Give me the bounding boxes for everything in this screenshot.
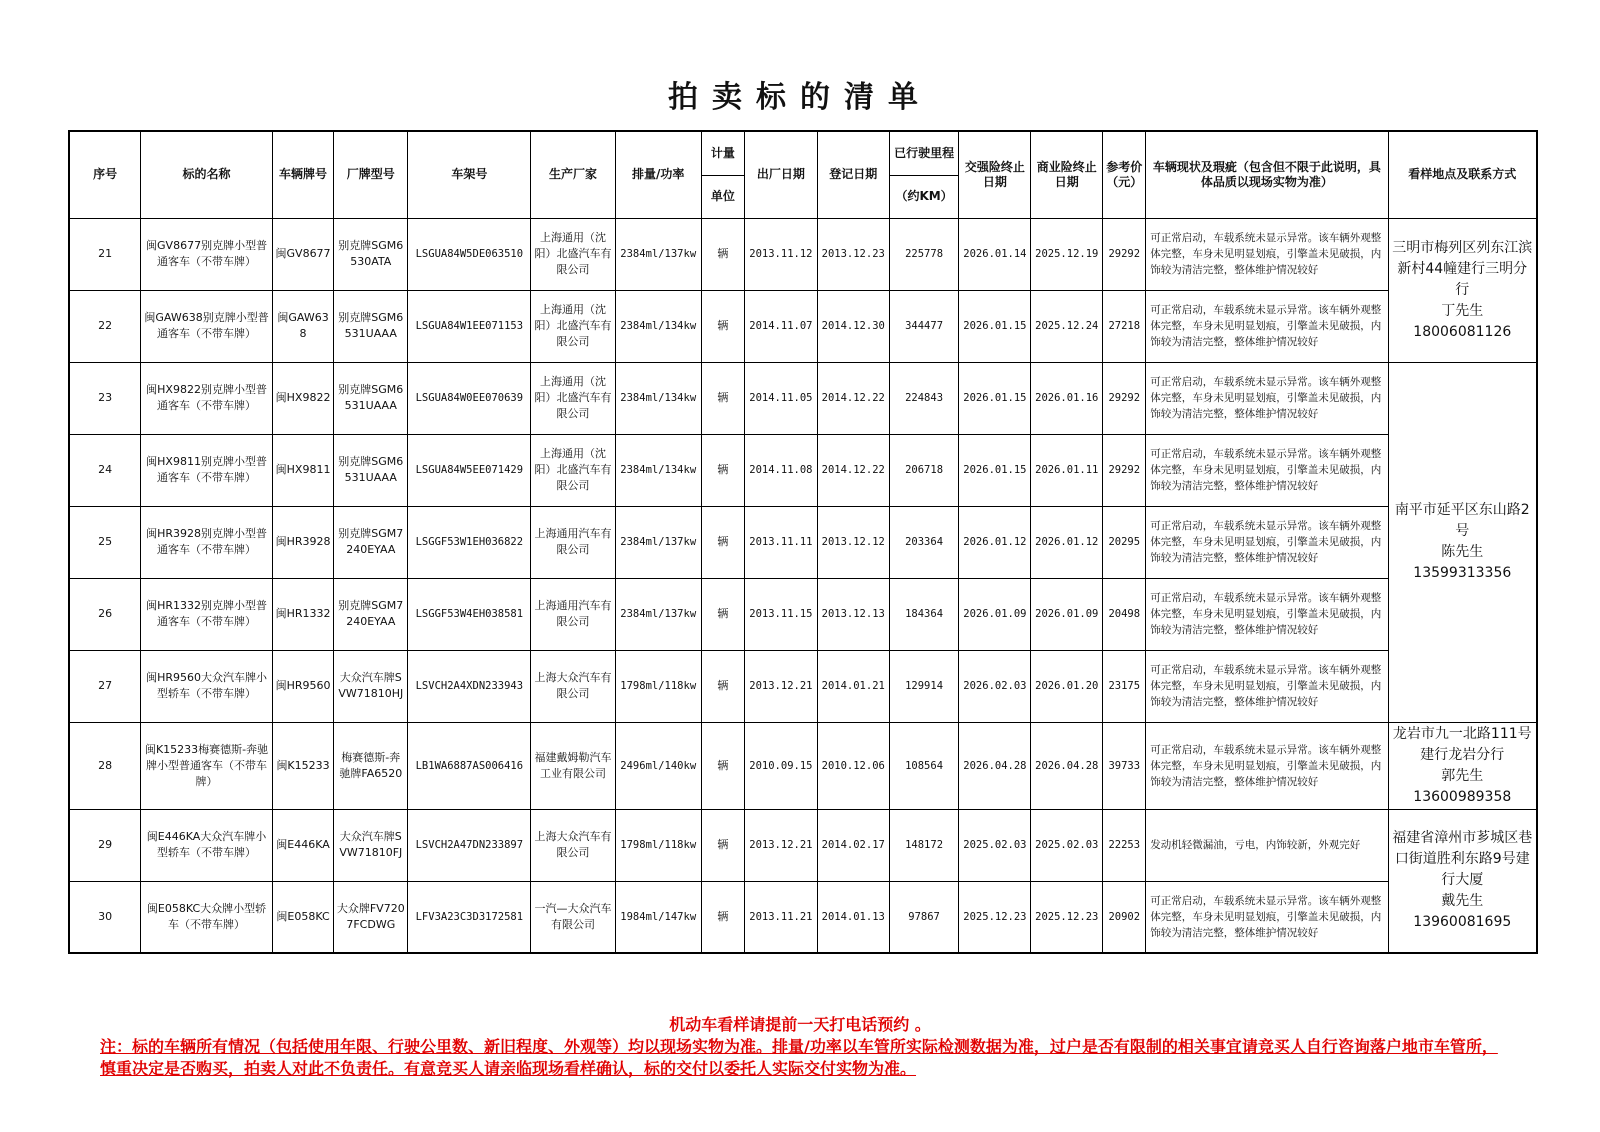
location-address: 福建省漳州市芗城区巷口街道胜利东路9号建行大厦 [1392,830,1533,889]
cell-power: 2384ml/137kw [615,218,701,290]
cell-no: 24 [69,434,141,506]
cell-reg-date: 2014.01.13 [817,881,889,953]
cell-power: 2384ml/134kw [615,434,701,506]
header-vin: 车架号 [408,131,531,218]
header-unit-bottom: 单位 [701,175,744,218]
cell-no: 25 [69,506,141,578]
cell-vin: LSVCH2A47DN233897 [408,809,531,881]
cell-maker: 上海通用汽车有限公司 [531,578,615,650]
cell-price: 29292 [1103,434,1146,506]
cell-power: 1984ml/147kw [615,881,701,953]
cell-unit: 辆 [701,650,744,722]
location-address: 南平市延平区东山路2号 [1394,502,1530,539]
cell-maker: 上海通用（沈阳）北盛汽车有限公司 [531,218,615,290]
header-plate: 车辆牌号 [272,131,334,218]
header-mileage-top: 已行驶里程 [889,131,959,175]
cell-name: 闽K15233梅赛德斯-奔驰牌小型普通客车（不带车牌） [141,722,272,809]
cell-vin: LSGGF53W4EH038581 [408,578,531,650]
table-row [69,362,1537,434]
location-contact: 郭先生 [1441,767,1484,784]
cell-compulsory-ins: 2026.02.03 [959,650,1031,722]
cell-model: 大众汽车牌SVW71810HJ [334,650,408,722]
cell-unit: 辆 [701,506,744,578]
cell-no: 22 [69,290,141,362]
cell-name: 闽GV8677别克牌小型普通客车（不带车牌） [141,218,272,290]
appointment-note: 机动车看样请提前一天打电话预约 。 [669,1015,931,1034]
location-phone: 18006081126 [1413,323,1512,340]
cell-commercial-ins: 2026.04.28 [1031,722,1103,809]
cell-unit: 辆 [701,434,744,506]
cell-reg-date: 2013.12.13 [817,578,889,650]
cell-no: 21 [69,218,141,290]
table-row [69,506,1537,578]
cell-commercial-ins: 2026.01.09 [1031,578,1103,650]
cell-reg-date: 2010.12.06 [817,722,889,809]
cell-mileage: 224843 [889,362,959,434]
cell-reg-date: 2014.02.17 [817,809,889,881]
cell-vin: LSGUA84W1EE071153 [408,290,531,362]
cell-condition: 可正常启动，车载系统未显示异常。该车辆外观整体完整，车身未见明显划痕，引擎盖未见破损，内饰较为清洁完整，整体维护情况较好 [1146,362,1388,434]
notes [100,1014,1500,1080]
cell-mfg-date: 2014.11.07 [744,290,817,362]
cell-name: 闽GAW638别克牌小型普通客车（不带车牌） [141,290,272,362]
cell-unit: 辆 [701,881,744,953]
cell-vin: LB1WA6887AS006416 [408,722,531,809]
cell-vin: LFV3A23C3D3172581 [408,881,531,953]
cell-no: 26 [69,578,141,650]
cell-power: 2384ml/137kw [615,506,701,578]
cell-plate: 闽E058KC [272,881,334,953]
cell-name: 闽HR3928别克牌小型普通客车（不带车牌） [141,506,272,578]
table-row [69,881,1537,953]
cell-location [1388,722,1537,809]
cell-mileage: 184364 [889,578,959,650]
cell-mfg-date: 2013.12.21 [744,809,817,881]
location-contact: 戴先生 [1441,893,1484,910]
cell-condition: 可正常启动，车载系统未显示异常。该车辆外观整体完整，车身未见明显划痕，引擎盖未见破损，内饰较为清洁完整，整体维护情况较好 [1146,506,1388,578]
cell-price: 20902 [1103,881,1146,953]
table-row [69,578,1537,650]
table-row [69,809,1537,881]
cell-mfg-date: 2014.11.08 [744,434,817,506]
cell-price: 20498 [1103,578,1146,650]
cell-reg-date: 2014.12.22 [817,434,889,506]
cell-condition: 可正常启动，车载系统未显示异常。该车辆外观整体完整，车身未见明显划痕，引擎盖未见破损，内饰较为清洁完整，整体维护情况较好 [1146,881,1388,953]
cell-model: 别克牌SGM7240EYAA [334,578,408,650]
cell-price: 22253 [1103,809,1146,881]
cell-vin: LSVCH2A4XDN233943 [408,650,531,722]
cell-location [1388,218,1537,362]
location-contact: 丁先生 [1441,302,1484,319]
header-mileage-bottom: （约KM） [889,175,959,218]
header-maker: 生产厂家 [531,131,615,218]
cell-commercial-ins: 2025.02.03 [1031,809,1103,881]
cell-commercial-ins: 2025.12.23 [1031,881,1103,953]
cell-name: 闽E446KA大众汽车牌小型轿车（不带车牌） [141,809,272,881]
cell-model: 别克牌SGM6530ATA [334,218,408,290]
cell-mfg-date: 2013.12.21 [744,650,817,722]
cell-no: 23 [69,362,141,434]
cell-compulsory-ins: 2026.04.28 [959,722,1031,809]
cell-vin: LSGUA84W5EE071429 [408,434,531,506]
header-condition: 车辆现状及瑕疵（包含但不限于此说明，具体品质以现场实物为准） [1146,131,1388,218]
cell-compulsory-ins: 2026.01.09 [959,578,1031,650]
cell-plate: 闽HR3928 [272,506,334,578]
cell-vin: LSGGF53W1EH036822 [408,506,531,578]
disclaimer-note: 注：标的车辆所有情况（包括使用年限、行驶公里数、新旧程度、外观等）均以现场实物为准。排量/功率以车管所实际检测数据为准，过户是否有限制的相关事宜请竞买人自行咨询落户地市车管所，慎重决定是否购买，拍卖人对此不负责任。有意竞买人请亲临现场看样确认，标的交付以委托人实际交付实物为准。 [100,1037,1498,1078]
cell-commercial-ins: 2026.01.11 [1031,434,1103,506]
cell-commercial-ins: 2026.01.20 [1031,650,1103,722]
cell-mfg-date: 2013.11.11 [744,506,817,578]
cell-mileage: 344477 [889,290,959,362]
cell-model: 梅赛德斯-奔驰牌FA6520 [334,722,408,809]
cell-power: 1798ml/118kw [615,809,701,881]
table-row [69,290,1537,362]
cell-power: 2384ml/134kw [615,362,701,434]
table-row [69,434,1537,506]
cell-condition: 发动机轻微漏油，亏电，内饰较新，外观完好 [1146,809,1388,881]
header-power: 排量/功率 [615,131,701,218]
cell-maker: 上海通用（沈阳）北盛汽车有限公司 [531,362,615,434]
cell-name: 闽E058KC大众牌小型轿车（不带车牌） [141,881,272,953]
header-reg-date: 登记日期 [817,131,889,218]
cell-commercial-ins: 2026.01.16 [1031,362,1103,434]
cell-no: 30 [69,881,141,953]
header-commercial-ins: 商业险终止日期 [1031,131,1103,218]
cell-mfg-date: 2013.11.12 [744,218,817,290]
cell-price: 27218 [1103,290,1146,362]
cell-compulsory-ins: 2026.01.14 [959,218,1031,290]
cell-maker: 一汽—大众汽车有限公司 [531,881,615,953]
cell-maker: 上海通用（沈阳）北盛汽车有限公司 [531,434,615,506]
cell-compulsory-ins: 2026.01.15 [959,290,1031,362]
cell-model: 大众汽车牌SVW71810FJ [334,809,408,881]
cell-no: 29 [69,809,141,881]
cell-maker: 上海通用（沈阳）北盛汽车有限公司 [531,290,615,362]
header-model: 厂牌型号 [334,131,408,218]
cell-reg-date: 2014.12.30 [817,290,889,362]
cell-condition: 可正常启动，车载系统未显示异常。该车辆外观整体完整，车身未见明显划痕，引擎盖未见破损，内饰较为清洁完整，整体维护情况较好 [1146,578,1388,650]
cell-mileage: 129914 [889,650,959,722]
cell-price: 29292 [1103,362,1146,434]
cell-plate: 闽K15233 [272,722,334,809]
location-address: 三明市梅列区列东江滨新村44幢建行三明分行 [1392,239,1533,298]
header-no: 序号 [69,131,141,218]
cell-reg-date: 2014.01.21 [817,650,889,722]
cell-reg-date: 2013.12.23 [817,218,889,290]
cell-commercial-ins: 2025.12.19 [1031,218,1103,290]
cell-mileage: 97867 [889,881,959,953]
cell-maker: 福建戴姆勒汽车工业有限公司 [531,722,615,809]
header-mfg-date: 出厂日期 [744,131,817,218]
page-title: 拍卖标的清单 [668,80,932,115]
cell-commercial-ins: 2025.12.24 [1031,290,1103,362]
cell-location [1388,362,1537,722]
cell-price: 23175 [1103,650,1146,722]
cell-plate: 闽HX9822 [272,362,334,434]
cell-price: 29292 [1103,218,1146,290]
location-phone: 13960081695 [1413,914,1512,931]
cell-unit: 辆 [701,290,744,362]
cell-plate: 闽HX9811 [272,434,334,506]
header-name: 标的名称 [141,131,272,218]
cell-mileage: 203364 [889,506,959,578]
header-price: 参考价（元） [1103,131,1146,218]
cell-maker: 上海通用汽车有限公司 [531,506,615,578]
header-unit-top: 计量 [701,131,744,175]
cell-mileage: 225778 [889,218,959,290]
location-contact: 陈先生 [1441,544,1484,560]
cell-name: 闽HR1332别克牌小型普通客车（不带车牌） [141,578,272,650]
cell-condition: 可正常启动，车载系统未显示异常。该车辆外观整体完整，车身未见明显划痕，引擎盖未见破损，内饰较为清洁完整，整体维护情况较好 [1146,650,1388,722]
cell-compulsory-ins: 2026.01.15 [959,434,1031,506]
cell-plate: 闽HR1332 [272,578,334,650]
cell-price: 39733 [1103,722,1146,809]
cell-model: 大众牌FV7207FCDWG [334,881,408,953]
cell-plate: 闽HR9560 [272,650,334,722]
cell-mileage: 148172 [889,809,959,881]
cell-model: 别克牌SGM6531UAAA [334,362,408,434]
cell-compulsory-ins: 2026.01.12 [959,506,1031,578]
cell-model: 别克牌SGM6531UAAA [334,290,408,362]
cell-maker: 上海大众汽车有限公司 [531,650,615,722]
cell-unit: 辆 [701,218,744,290]
table-row [69,650,1537,722]
table-row [69,218,1537,290]
cell-condition: 可正常启动，车载系统未显示异常。该车辆外观整体完整，车身未见明显划痕，引擎盖未见破损，内饰较为清洁完整，整体维护情况较好 [1146,218,1388,290]
location-phone: 13599313356 [1413,565,1512,581]
cell-name: 闽HX9822别克牌小型普通客车（不带车牌） [141,362,272,434]
cell-vin: LSGUA84W5DE063510 [408,218,531,290]
cell-no: 27 [69,650,141,722]
cell-condition: 可正常启动，车载系统未显示异常。该车辆外观整体完整，车身未见明显划痕，引擎盖未见破损，内饰较为清洁完整，整体维护情况较好 [1146,434,1388,506]
cell-compulsory-ins: 2026.01.15 [959,362,1031,434]
cell-no: 28 [69,722,141,809]
cell-condition: 可正常启动，车载系统未显示异常。该车辆外观整体完整，车身未见明显划痕，引擎盖未见破损，内饰较为清洁完整，整体维护情况较好 [1146,290,1388,362]
cell-name: 闽HR9560大众汽车牌小型轿车（不带车牌） [141,650,272,722]
cell-power: 1798ml/118kw [615,650,701,722]
cell-power: 2496ml/140kw [615,722,701,809]
header-compulsory-ins: 交强险终止日期 [959,131,1031,218]
cell-reg-date: 2013.12.12 [817,506,889,578]
cell-compulsory-ins: 2025.12.23 [959,881,1031,953]
cell-mileage: 108564 [889,722,959,809]
cell-mfg-date: 2014.11.05 [744,362,817,434]
cell-plate: 闽GAW638 [272,290,334,362]
cell-unit: 辆 [701,809,744,881]
cell-plate: 闽E446KA [272,809,334,881]
cell-name: 闽HX9811别克牌小型普通客车（不带车牌） [141,434,272,506]
location-address: 龙岩市九一北路111号建行龙岩分行 [1392,725,1532,763]
cell-mfg-date: 2013.11.15 [744,578,817,650]
cell-model: 别克牌SGM7240EYAA [334,506,408,578]
cell-vin: LSGUA84W0EE070639 [408,362,531,434]
cell-location [1388,809,1537,953]
cell-power: 2384ml/134kw [615,290,701,362]
cell-compulsory-ins: 2025.02.03 [959,809,1031,881]
cell-unit: 辆 [701,578,744,650]
cell-commercial-ins: 2026.01.12 [1031,506,1103,578]
table-row [69,722,1537,809]
cell-unit: 辆 [701,362,744,434]
location-phone: 13600989358 [1413,788,1512,805]
header-location: 看样地点及联系方式 [1388,131,1537,218]
cell-power: 2384ml/137kw [615,578,701,650]
cell-mfg-date: 2010.09.15 [744,722,817,809]
cell-model: 别克牌SGM6531UAAA [334,434,408,506]
cell-reg-date: 2014.12.22 [817,362,889,434]
cell-mfg-date: 2013.11.21 [744,881,817,953]
cell-mileage: 206718 [889,434,959,506]
cell-plate: 闽GV8677 [272,218,334,290]
cell-unit: 辆 [701,722,744,809]
cell-price: 20295 [1103,506,1146,578]
auction-table [68,130,1538,954]
cell-maker: 上海大众汽车有限公司 [531,809,615,881]
cell-condition: 可正常启动，车载系统未显示异常。该车辆外观整体完整，车身未见明显划痕，引擎盖未见破损，内饰较为清洁完整，整体维护情况较好 [1146,722,1388,809]
